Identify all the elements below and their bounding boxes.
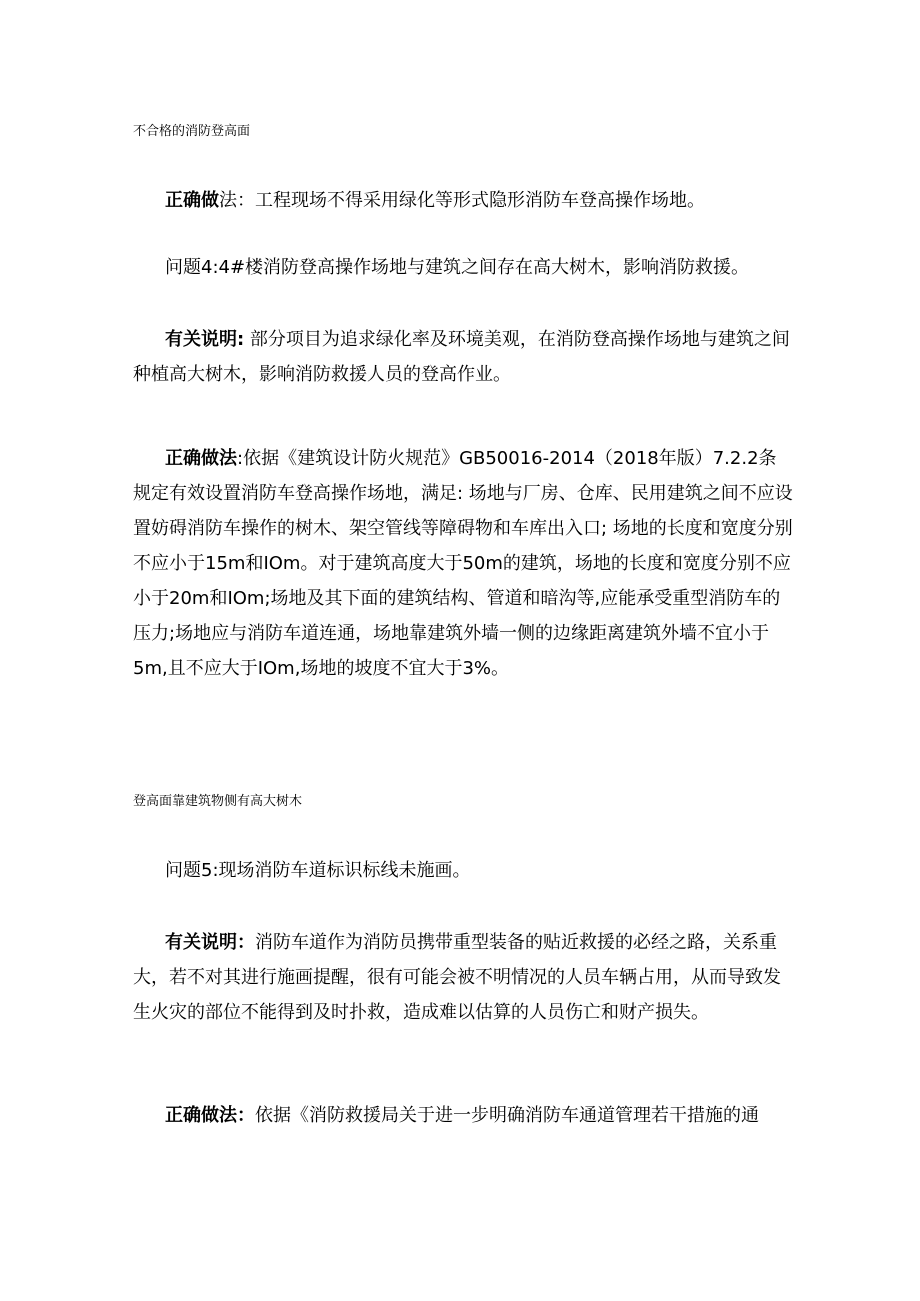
paragraph-issue-4: 问题4:4#楼消防登高操作场地与建筑之间存在高大树木，影响消防救援。 bbox=[165, 257, 750, 278]
paragraph-label: 正确做法 bbox=[165, 448, 237, 469]
paragraph-text: 部分项目为追求绿化率及环境美观，在消防登高操作场地与建筑之间种植高大树木，影响消防救援人员的登高作业。 bbox=[133, 329, 790, 385]
paragraph-label: 正确做法： bbox=[165, 1105, 255, 1126]
paragraph-label: 有关说明： bbox=[165, 932, 255, 953]
paragraph-text: :依据《建筑设计防火规范》GB50016-2014（2018年版）7.2.2条规定有效设置消防车登高操作场地，满足: 场地与厂房、仓库、民用建筑之间不应设置妨碍消防车操作的树木、架空管线等障碍物和车库出入口; 场地的长度和宽度分别不应小于15m和IOm。对于建筑高度大于50m的建筑，场地的长度和宽度分别不应小于20m和IOm;场地及其下面的建筑结构、管道和暗沟等,应能承受重型消防车的压力;场地应与消防车道连通，场地靠建筑外墙一侧的边缘距离建筑外墙不宜小于5m,且不应大于IOm,场地的坡度不宜大于3%。 bbox=[133, 448, 793, 679]
figure-caption-2: 登高面靠建筑物侧有高大树木 bbox=[133, 794, 303, 809]
paragraph-explanation-1 bbox=[133, 322, 793, 392]
paragraph-issue-5: 问题5:现场消防车道标识标线未施画。 bbox=[165, 860, 471, 881]
paragraph-text: 法：工程现场不得采用绿化等形式隐形消防车登高操作场地。 bbox=[219, 190, 705, 211]
paragraph-label: 有关说明: bbox=[165, 329, 245, 350]
paragraph-correct-practice-3 bbox=[133, 1098, 793, 1133]
paragraph-correct-practice-1 bbox=[133, 183, 793, 218]
paragraph-text: 依据《消防救援局关于进一步明确消防车通道管理若干措施的通 bbox=[255, 1105, 759, 1126]
paragraph-correct-practice-2 bbox=[133, 441, 793, 686]
paragraph-text: 消防车道作为消防员携带重型装备的贴近救援的必经之路，关系重大，若不对其进行施画提醒，很有可能会被不明情况的人员车辆占用，从而导致发生火灾的部位不能得到及时扑救，造成难以估算的人员伤亡和财产损失。 bbox=[133, 932, 781, 1023]
figure-caption-1: 不合格的消防登高面 bbox=[133, 124, 251, 139]
paragraph-explanation-2 bbox=[133, 925, 793, 1030]
paragraph-label: 正确做 bbox=[165, 190, 219, 211]
